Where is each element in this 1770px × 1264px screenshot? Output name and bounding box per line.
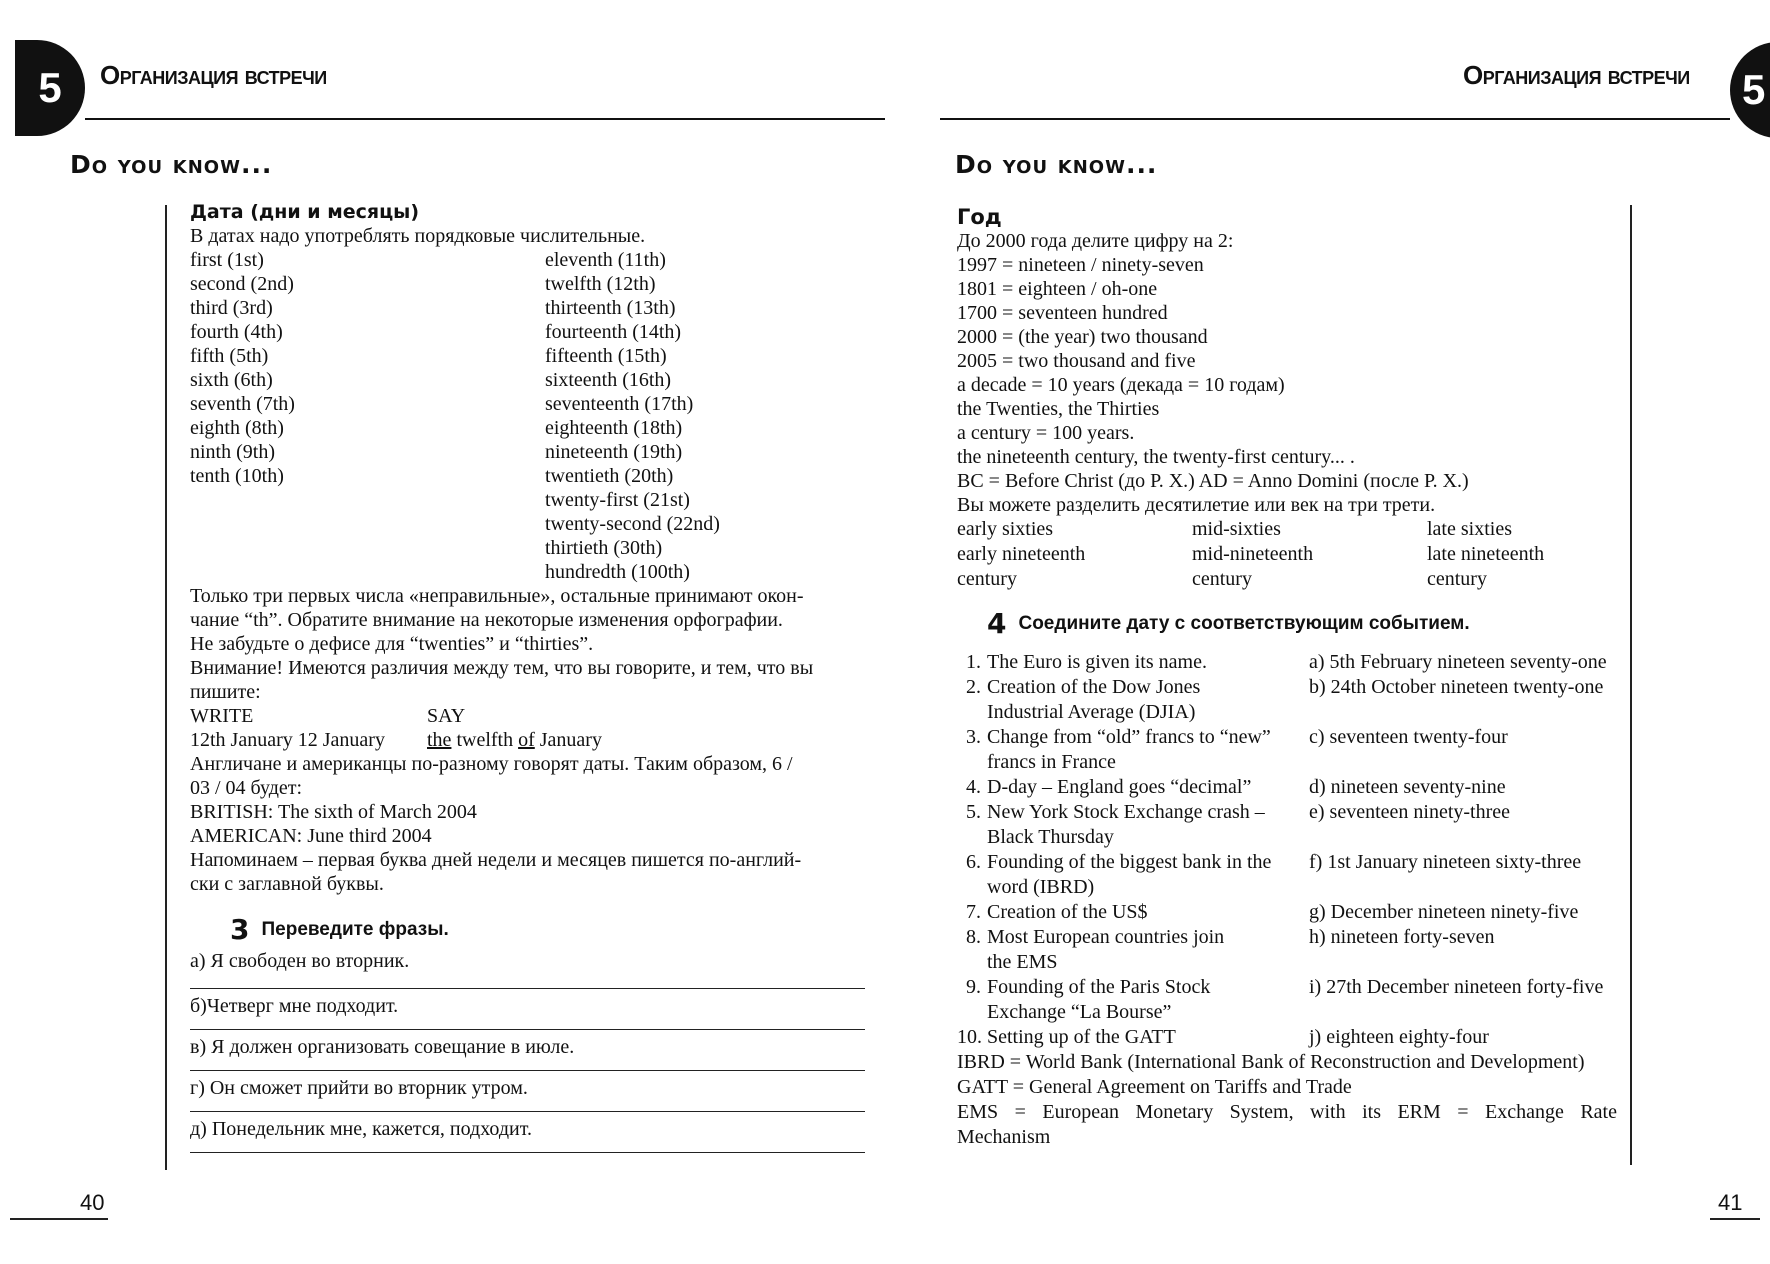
- match-number: [957, 1000, 987, 1025]
- ordinal-cell: fifteenth (15th): [545, 345, 667, 367]
- matching-list: [957, 650, 1617, 1050]
- match-number: 6.: [966, 851, 981, 873]
- year-line: 2000 = (the year) two thousand: [957, 326, 1208, 348]
- thirds-cell: early nineteenth: [957, 543, 1086, 565]
- match-row: [957, 750, 1617, 775]
- ordinal-cell: eighth (8th): [190, 417, 284, 439]
- translate-item: г) Он сможет прийти во вторник утром.: [190, 1071, 865, 1112]
- ordinal-cell: eleventh (11th): [545, 249, 666, 271]
- match-event: word (IBRD): [987, 876, 1095, 898]
- match-row: [957, 975, 1617, 1000]
- ordinal-cell: fifth (5th): [190, 345, 269, 367]
- year-line: Вы можете разделить десятилетие или век на три трети.: [957, 494, 1436, 516]
- match-row: [957, 875, 1617, 900]
- section-title: Do you know...: [955, 150, 1158, 179]
- year-line: the nineteenth century, the twenty-first century... .: [957, 446, 1355, 468]
- match-number: 2.: [966, 676, 981, 698]
- thirds-cell: early sixties: [957, 518, 1054, 540]
- match-date: g) December nineteen ninety-five: [1309, 901, 1579, 923]
- footer-rule: [1710, 1218, 1760, 1220]
- match-event: Founding of the biggest bank in the: [987, 851, 1272, 873]
- ordinal-cell: second (2nd): [190, 273, 294, 295]
- match-date: [1309, 1000, 1619, 1025]
- ordinal-cell: sixteenth (16th): [545, 369, 672, 391]
- say-the: the: [427, 729, 452, 751]
- match-number: [957, 700, 987, 725]
- header-rule: [940, 118, 1730, 120]
- match-date: a) 5th February nineteen seventy-one: [1309, 651, 1607, 673]
- exercise-number: 4: [987, 607, 1007, 640]
- match-row: [957, 1025, 1617, 1050]
- paragraph-line: Только три первых числа «неправильные», остальные принимают окон-: [190, 585, 804, 607]
- say-label: SAY: [427, 705, 466, 727]
- translate-item: б)Четверг мне подходит.: [190, 989, 865, 1030]
- paragraph-line: Внимание! Имеются различия между тем, что вы говорите, и тем, что вы: [190, 657, 814, 679]
- ordinal-cell: thirtieth (30th): [545, 537, 663, 559]
- thirds-cell: mid-sixties: [1192, 518, 1281, 540]
- thirds-cell: century: [1427, 568, 1487, 590]
- write-say-table: [190, 704, 870, 752]
- page-number: 40: [80, 1190, 105, 1215]
- match-number: 4.: [966, 776, 981, 798]
- say-mid: twelfth: [451, 729, 519, 751]
- header-rule: [85, 118, 885, 120]
- margin-rule: [1630, 205, 1632, 1165]
- match-number: 8.: [966, 926, 981, 948]
- chapter-title: Организация встречи: [100, 60, 327, 90]
- exercise-title: Соедините дату с соответствующим событием.: [1018, 613, 1470, 634]
- match-number: [957, 875, 987, 900]
- year-line: 2005 = two thousand and five: [957, 350, 1196, 372]
- ordinal-cell: seventeenth (17th): [545, 393, 694, 415]
- abbreviation-line: EMS = European Monetary System, with its ERM = Exchange Rate: [957, 1101, 1617, 1123]
- match-date: [1309, 750, 1619, 775]
- match-event: Most European countries join: [987, 926, 1225, 948]
- translate-item: в) Я должен организовать совещание в июле.: [190, 1030, 865, 1071]
- match-event: Creation of the Dow Jones: [987, 676, 1201, 698]
- match-event: Creation of the US$: [987, 901, 1148, 923]
- exercise-number: 3: [230, 913, 250, 946]
- british-example: BRITISH: The sixth of March 2004: [190, 801, 477, 823]
- match-event: Setting up of the GATT: [987, 1026, 1176, 1048]
- ordinal-cell: twelfth (12th): [545, 273, 656, 295]
- match-event: D-day – England goes “decimal”: [987, 776, 1252, 798]
- ordinal-cell: fourteenth (14th): [545, 321, 682, 343]
- year-line: 1997 = nineteen / ninety-seven: [957, 254, 1204, 276]
- match-number: 3.: [966, 726, 981, 748]
- ordinal-cell: sixth (6th): [190, 369, 273, 391]
- translate-list: [190, 948, 870, 1153]
- write-example: 12th January 12 January: [190, 729, 385, 751]
- match-date: [1309, 875, 1619, 900]
- paragraph-line: ски с заглавной буквы.: [190, 873, 384, 895]
- match-event: Founding of the Paris Stock: [987, 976, 1211, 998]
- match-event: Industrial Average (DJIA): [987, 701, 1196, 723]
- match-event: The Euro is given its name.: [987, 651, 1207, 673]
- ordinal-cell: [190, 560, 545, 584]
- paragraph-line: Англичане и американцы по-разному говорят даты. Таким образом, 6 /: [190, 753, 793, 775]
- match-date: b) 24th October nineteen twenty-one: [1309, 676, 1604, 698]
- exercise-4-heading: [987, 607, 1617, 640]
- ordinal-cell: eighteenth (18th): [545, 417, 683, 439]
- match-event: Black Thursday: [987, 826, 1114, 848]
- match-date: [1309, 700, 1619, 725]
- ordinals-table: [190, 248, 870, 584]
- ordinal-cell: fourth (4th): [190, 321, 283, 343]
- match-event: Change from “old” francs to “new”: [987, 726, 1271, 748]
- year-line: 1801 = eighteen / oh-one: [957, 278, 1158, 300]
- match-event: New York Stock Exchange crash –: [987, 801, 1265, 823]
- match-row: [957, 925, 1617, 950]
- match-row: [957, 725, 1617, 750]
- thirds-cell: century: [1192, 568, 1252, 590]
- chapter-title: Организация встречи: [1463, 60, 1690, 90]
- paragraph-line: Напоминаем – первая буква дней недели и месяцев пишется по-англий-: [190, 849, 802, 871]
- ordinal-cell: twentieth (20th): [545, 465, 674, 487]
- abbreviation-line: GATT = General Agreement on Tariffs and Trade: [957, 1076, 1352, 1098]
- american-example: AMERICAN: June third 2004: [190, 825, 432, 847]
- abbreviation-line: IBRD = World Bank (International Bank of Reconstruction and Development): [957, 1051, 1585, 1073]
- exercise-title: Переведите фразы.: [261, 919, 449, 940]
- paragraph-line: 03 / 04 будет:: [190, 777, 303, 799]
- thirds-cell: century: [957, 568, 1017, 590]
- ordinal-cell: first (1st): [190, 249, 264, 271]
- exercise-3-heading: [230, 913, 870, 946]
- thirds-cell: late sixties: [1427, 518, 1512, 540]
- footer-rule: [10, 1218, 108, 1220]
- match-number: 5.: [966, 801, 981, 823]
- ordinal-cell: thirteenth (13th): [545, 297, 676, 319]
- match-date: [1309, 950, 1619, 975]
- match-date: d) nineteen seventy-nine: [1309, 776, 1506, 798]
- say-end: January: [534, 729, 602, 751]
- match-row: [957, 850, 1617, 875]
- write-label: WRITE: [190, 705, 254, 727]
- subheading: Год: [957, 205, 1002, 229]
- year-line: 1700 = seventeen hundred: [957, 302, 1168, 324]
- match-date: h) nineteen forty-seven: [1309, 926, 1495, 948]
- match-row: [957, 900, 1617, 925]
- match-number: 1.: [966, 651, 981, 673]
- match-row: [957, 1000, 1617, 1025]
- match-event: Exchange “La Bourse”: [987, 1001, 1172, 1023]
- ordinal-cell: nineteenth (19th): [545, 441, 683, 463]
- ordinal-cell: ninth (9th): [190, 441, 275, 463]
- ordinal-cell: third (3rd): [190, 297, 273, 319]
- chapter-number: 5: [38, 64, 62, 111]
- chapter-tab: [1730, 42, 1770, 138]
- ordinal-cell: tenth (10th): [190, 465, 284, 487]
- match-number: 10.: [957, 1026, 982, 1048]
- say-example: [427, 728, 847, 752]
- right-page: [885, 0, 1770, 1264]
- section-title: Do you know...: [70, 150, 273, 179]
- thirds-cell: late nineteenth: [1427, 543, 1545, 565]
- chapter-tab: [15, 40, 85, 136]
- match-date: c) seventeen twenty-four: [1309, 726, 1508, 748]
- right-content: [957, 205, 1617, 1150]
- year-line: a decade = 10 years (декада = 10 годам): [957, 374, 1285, 396]
- match-number: [957, 750, 987, 775]
- translate-item: д) Понедельник мне, кажется, подходит.: [190, 1112, 865, 1153]
- match-row: [957, 825, 1617, 850]
- paragraph-line: Не забудьте о дефисе для “twenties” и “thirties”.: [190, 633, 594, 655]
- match-row: [957, 700, 1617, 725]
- margin-rule: [165, 205, 167, 1170]
- match-number: [957, 825, 987, 850]
- ordinal-cell: [190, 488, 545, 512]
- say-of: of: [518, 729, 535, 751]
- ordinal-cell: twenty-second (22nd): [545, 513, 720, 535]
- match-date: i) 27th December nineteen forty-five: [1309, 976, 1604, 998]
- left-content: [190, 200, 870, 1153]
- match-date: f) 1st January nineteen sixty-three: [1309, 851, 1582, 873]
- ordinal-cell: hundredth (100th): [545, 561, 690, 583]
- chapter-number: 5: [1742, 66, 1766, 113]
- match-number: [957, 950, 987, 975]
- abbreviation-line: Mechanism: [957, 1126, 1051, 1148]
- translate-item: а) Я свободен во вторник.: [190, 948, 865, 989]
- year-line: До 2000 года делите цифру на 2:: [957, 230, 1234, 252]
- year-line: the Twenties, the Thirties: [957, 398, 1160, 420]
- page-number: 41: [1718, 1190, 1743, 1215]
- match-event: the EMS: [987, 951, 1058, 973]
- thirds-table: [957, 517, 1617, 592]
- ordinal-cell: twenty-first (21st): [545, 489, 690, 511]
- match-date: j) eighteen eighty-four: [1309, 1026, 1489, 1048]
- subheading: Дата (дни и месяцы): [190, 201, 420, 223]
- paragraph-line: чание “th”. Обратите внимание на некоторые изменения орфографии.: [190, 609, 783, 631]
- ordinal-cell: [190, 536, 545, 560]
- year-line: a century = 100 years.: [957, 422, 1135, 444]
- thirds-cell: mid-nineteenth: [1192, 543, 1314, 565]
- ordinal-cell: [190, 512, 545, 536]
- match-row: [957, 675, 1617, 700]
- match-row: [957, 800, 1617, 825]
- match-row: [957, 775, 1617, 800]
- match-row: [957, 650, 1617, 675]
- match-event: francs in France: [987, 751, 1116, 773]
- match-number: 9.: [966, 976, 981, 998]
- match-date: [1309, 825, 1619, 850]
- ordinal-cell: seventh (7th): [190, 393, 295, 415]
- match-row: [957, 950, 1617, 975]
- intro-text: В датах надо употреблять порядковые числительные.: [190, 225, 646, 247]
- match-date: e) seventeen ninety-three: [1309, 801, 1511, 823]
- year-line: BC = Before Christ (до Р. Х.) AD = Anno Domini (после Р. Х.): [957, 470, 1469, 492]
- match-number: 7.: [966, 901, 981, 923]
- paragraph-line: пишите:: [190, 681, 261, 703]
